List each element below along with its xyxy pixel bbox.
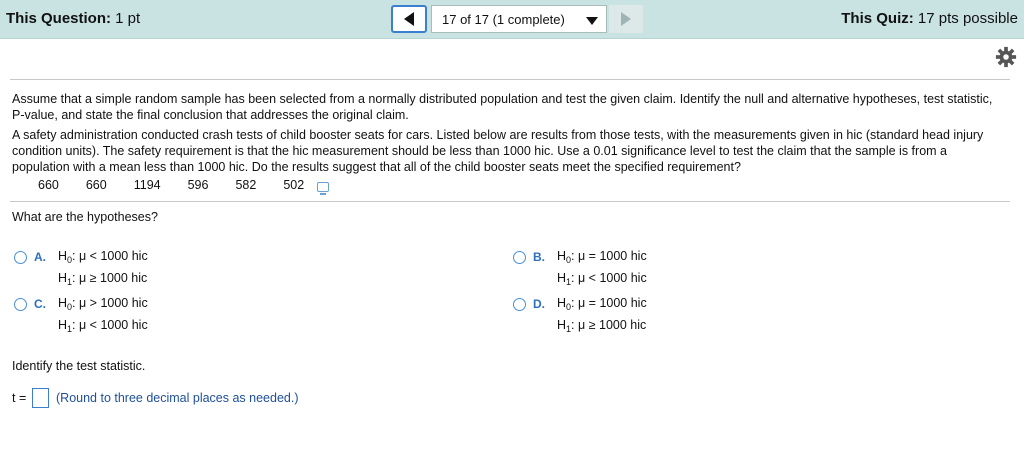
h-symbol: H xyxy=(557,296,567,310)
copy-data-icon[interactable] xyxy=(317,182,329,192)
option-c-letter: C. xyxy=(34,297,46,311)
next-question-button[interactable] xyxy=(609,5,643,33)
right-arrow-icon xyxy=(621,12,631,26)
data-value: 502 xyxy=(283,178,305,192)
h0-statement: : μ = 1000 hic xyxy=(571,249,647,263)
h-symbol: H xyxy=(557,271,567,285)
left-arrow-icon xyxy=(404,12,414,26)
divider xyxy=(10,201,1010,202)
data-value: 596 xyxy=(187,178,209,192)
previous-question-button[interactable] xyxy=(391,5,427,33)
h-symbol: H xyxy=(58,271,68,285)
divider xyxy=(10,79,1010,80)
round-hint: (Round to three decimal places as needed.) xyxy=(56,391,299,405)
option-c-h1 xyxy=(58,318,148,334)
question-points-label: This Question: xyxy=(6,10,111,27)
quiz-points-label: This Quiz: xyxy=(841,10,914,27)
h0-statement: : μ < 1000 hic xyxy=(72,249,148,263)
t-statistic-input[interactable] xyxy=(32,388,49,408)
top-bar xyxy=(0,0,1024,39)
question-points xyxy=(6,10,140,27)
option-a-h1 xyxy=(58,271,147,287)
h0-subscript: 0 xyxy=(566,255,572,265)
option-c-h0 xyxy=(58,296,148,312)
h-symbol: H xyxy=(58,249,68,263)
option-b-h1 xyxy=(557,271,647,287)
h1-subscript: 1 xyxy=(67,324,73,334)
chevron-down-icon xyxy=(586,17,598,25)
h0-statement: : μ = 1000 hic xyxy=(571,296,647,310)
t-label: t = xyxy=(12,391,27,405)
data-value: 660 xyxy=(38,178,59,192)
h-symbol: H xyxy=(557,249,567,263)
option-b-h0 xyxy=(557,249,647,265)
statistic-prompt: Identify the test statistic. xyxy=(12,359,146,373)
question-selector[interactable] xyxy=(431,5,607,33)
option-b-radio[interactable] xyxy=(513,251,526,264)
option-d-letter: D. xyxy=(533,297,545,311)
option-a-letter: A. xyxy=(34,250,46,264)
h1-statement: : μ ≥ 1000 hic xyxy=(571,318,647,332)
h0-subscript: 0 xyxy=(67,255,73,265)
h0-subscript: 0 xyxy=(67,302,73,312)
h0-subscript: 0 xyxy=(566,302,572,312)
option-d-h0 xyxy=(557,296,647,312)
h-symbol: H xyxy=(58,318,68,332)
h1-subscript: 1 xyxy=(67,277,73,287)
option-c-radio[interactable] xyxy=(14,298,27,311)
question-navigator xyxy=(391,4,643,34)
question-intro: Assume that a simple random sample has been selected from a normally distributed population and test the given claim. Identify the null and alternative hypotheses, test statistic, P-value, and state the final conclusion that addresses the original claim. xyxy=(12,92,993,122)
option-b-letter: B. xyxy=(533,250,545,264)
data-values xyxy=(38,178,329,192)
question-points-value: 1 pt xyxy=(115,10,141,27)
quiz-points-value: 17 pts possible xyxy=(917,10,1018,27)
option-a-h0 xyxy=(58,249,148,265)
quiz-points xyxy=(841,10,1018,27)
data-value: 660 xyxy=(85,178,107,192)
hypotheses-prompt: What are the hypotheses? xyxy=(12,210,158,224)
h1-subscript: 1 xyxy=(566,277,572,287)
option-d-radio[interactable] xyxy=(513,298,526,311)
h-symbol: H xyxy=(58,296,68,310)
question-selector-value: 17 of 17 (1 complete) xyxy=(442,11,565,27)
h1-statement: : μ ≥ 1000 hic xyxy=(72,271,148,285)
h1-subscript: 1 xyxy=(566,324,572,334)
option-d-h1 xyxy=(557,318,646,334)
gear-icon[interactable] xyxy=(995,46,1017,68)
h1-statement: : μ < 1000 hic xyxy=(571,271,647,285)
question-body: A safety administration conducted crash tests of child booster seats for cars. Listed below are results from those tests, with the measurements given in hic (standard head injury condition units). The safety requirement is that the hic measurement should be less than 1000 hic. Use a 0.01 significance level to test the claim that the sample is from a population with a mean less than 1000 hic. Do the results suggest that all of the child booster seats meet the specified requirement? xyxy=(12,128,984,174)
h0-statement: : μ > 1000 hic xyxy=(72,296,148,310)
option-a-radio[interactable] xyxy=(14,251,27,264)
data-value: 582 xyxy=(235,178,257,192)
h-symbol: H xyxy=(557,318,567,332)
h1-statement: : μ < 1000 hic xyxy=(72,318,148,332)
data-value: 1194 xyxy=(133,178,161,192)
